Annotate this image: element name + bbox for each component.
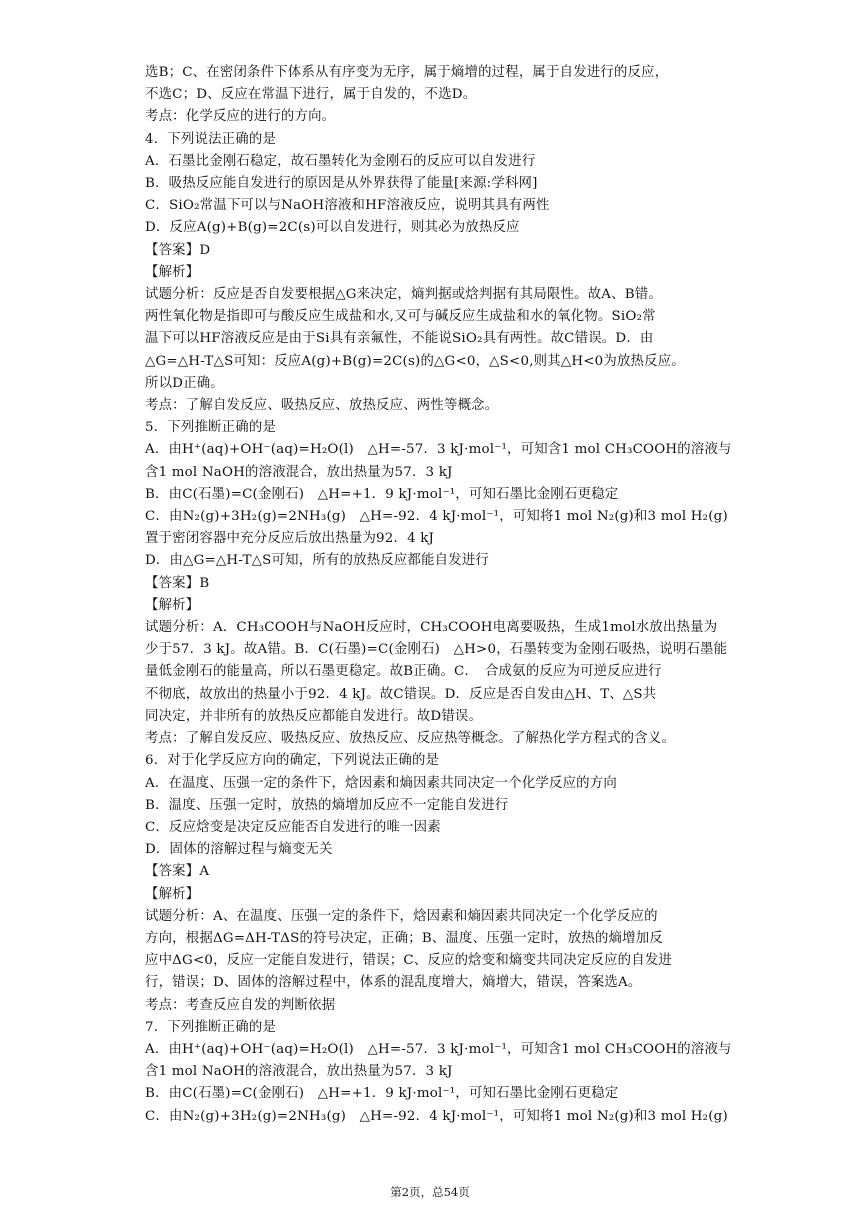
option-line: 置于密闭容器中充分反应后放出热量为92．4 kJ [145, 531, 435, 547]
option-line: A．由H⁺(aq)+OH⁻(aq)=H₂O(l) △H=-57．3 kJ·mol⁻¹，可知含1 mol CH₃COOH的溶液与 [145, 442, 732, 458]
text-line: 量低金刚石的能量高，所以石墨更稳定。故B正确。C． 合成氨的反应为可逆反应进行 [145, 664, 662, 680]
question-heading: 5．下列推断正确的是 [145, 420, 277, 436]
analysis-label: 【解析】 [145, 886, 200, 902]
text-line: 行，错误；D、固体的溶解过程中，体系的混乱度增大，熵增大，错误，答案选A。 [145, 975, 642, 991]
analysis-label: 【解析】 [145, 597, 200, 613]
option-line: 含1 mol NaOH的溶液混合，放出热量为57．3 kJ [145, 1064, 453, 1080]
text-line: △G=△H-T△S可知：反应A(g)+B(g)=2C(s)的△G<0，△S<0,则其△H<0为放热反应。 [145, 353, 685, 369]
answer-label: 【答案】D [145, 242, 211, 258]
analysis-label: 【解析】 [145, 264, 200, 280]
text-line: 应中ΔG<0，反应一定能自发进行，错误；C、反应的焓变和熵变共同决定反应的自发进 [145, 953, 673, 969]
option-line: D．反应A(g)+B(g)=2C(s)可以自发进行，则其必为放热反应 [145, 220, 520, 236]
text-line: 不选C；D、反应在常温下进行，属于自发的，不选D。 [145, 87, 477, 103]
option-line: C．由N₂(g)+3H₂(g)=2NH₃(g) △H=-92．4 kJ·mol⁻¹，可知将1 mol N₂(g)和3 mol H₂(g) [145, 509, 728, 525]
question-heading: 7．下列推断正确的是 [145, 1019, 277, 1035]
option-line: 含1 mol NaOH的溶液混合，放出热量为57．3 kJ [145, 464, 453, 480]
option-line: C．反应焓变是决定反应能否自发进行的唯一因素 [145, 819, 441, 835]
option-line: A．由H⁺(aq)+OH⁻(aq)=H₂O(l) △H=-57．3 kJ·mol⁻¹，可知含1 mol CH₃COOH的溶液与 [145, 1041, 732, 1057]
option-line: B．温度、压强一定时，放热的熵增加反应不一定能自发进行 [145, 797, 509, 813]
answer-label: 【答案】A [145, 864, 210, 880]
text-line: 温下可以HF溶液反应是由于Si具有亲氟性，不能说SiO₂具有两性。故C错误。D．由 [145, 331, 654, 347]
option-line: C．由N₂(g)+3H₂(g)=2NH₃(g) △H=-92．4 kJ·mol⁻¹，可知将1 mol N₂(g)和3 mol H₂(g) [145, 1108, 728, 1124]
text-line: 不彻底，故放出的热量小于92．4 kJ。故C错误。D．反应是否自发由△H、T、△S共 [145, 686, 657, 702]
text-line: 考点：了解自发反应、吸热反应、放热反应、反应热等概念。了解热化学方程式的含义。 [145, 731, 676, 747]
option-line: B．由C(石墨)=C(金刚石) △H=+1．9 kJ·mol⁻¹，可知石墨比金刚石更稳定 [145, 1086, 619, 1102]
text-line: 少于57．3 kJ。故A错。B．C(石墨)=C(金刚石) △H>0，石墨转变为金刚石吸热，说明石墨能 [145, 642, 728, 658]
option-line: B．吸热反应能自发进行的原因是从外界获得了能量[来源:学科网] [145, 176, 538, 192]
question-heading: 4．下列说法正确的是 [145, 131, 277, 147]
answer-label: 【答案】B [145, 575, 210, 591]
text-line: 所以D正确。 [145, 375, 224, 391]
text-line: 选B；C、在密闭条件下体系从有序变为无序，属于熵增的过程，属于自发进行的反应， [145, 65, 669, 80]
option-line: B．由C(石墨)=C(金刚石) △H=+1．9 kJ·mol⁻¹，可知石墨比金刚石更稳定 [145, 486, 619, 502]
option-line: D．固体的溶解过程与熵变无关 [145, 842, 333, 858]
option-line: D．由△G=△H-T△S可知，所有的放热反应都能自发进行 [145, 553, 490, 569]
text-line: 同决定，并非所有的放热反应都能自发进行。故D错误。 [145, 708, 483, 724]
text-line: 两性氧化物是指即可与酸反应生成盐和水,又可与碱反应生成盐和水的氧化物。SiO₂常 [145, 309, 656, 325]
question-heading: 6．对于化学反应方向的确定，下列说法正确的是 [145, 753, 440, 769]
document-body [145, 62, 732, 1128]
option-line: C．SiO₂常温下可以与NaOH溶液和HF溶液反应，说明其具有两性 [145, 198, 550, 214]
text-line: 方向，根据ΔG=ΔH-TΔS的符号决定，正确；B、温度、压强一定时，放热的熵增加反 [145, 930, 663, 946]
text-line: 试题分析：A．CH₃COOH与NaOH反应时，CH₃COOH电离要吸热，生成1mol水放出热量为 [145, 620, 718, 636]
text-line: 考点：化学反应的进行的方向。 [145, 109, 336, 125]
text-line: 考点：了解自发反应、吸热反应、放热反应、两性等概念。 [145, 398, 499, 414]
option-line: A．在温度、压强一定的条件下，焓因素和熵因素共同决定一个化学反应的方向 [145, 775, 617, 791]
text-line: 试题分析：A、在温度、压强一定的条件下，焓因素和熵因素共同决定一个化学反应的 [145, 908, 658, 924]
page-footer: 第2页，总54页 [390, 1185, 470, 1199]
option-line: A．石墨比金刚石稳定，故石墨转化为金刚石的反应可以自发进行 [145, 153, 536, 169]
text-line: 试题分析：反应是否自发要根据△G来决定，熵判据或焓判据有其局限性。故A、B错。 [145, 287, 662, 303]
text-line: 考点：考查反应自发的判断依据 [145, 997, 336, 1013]
